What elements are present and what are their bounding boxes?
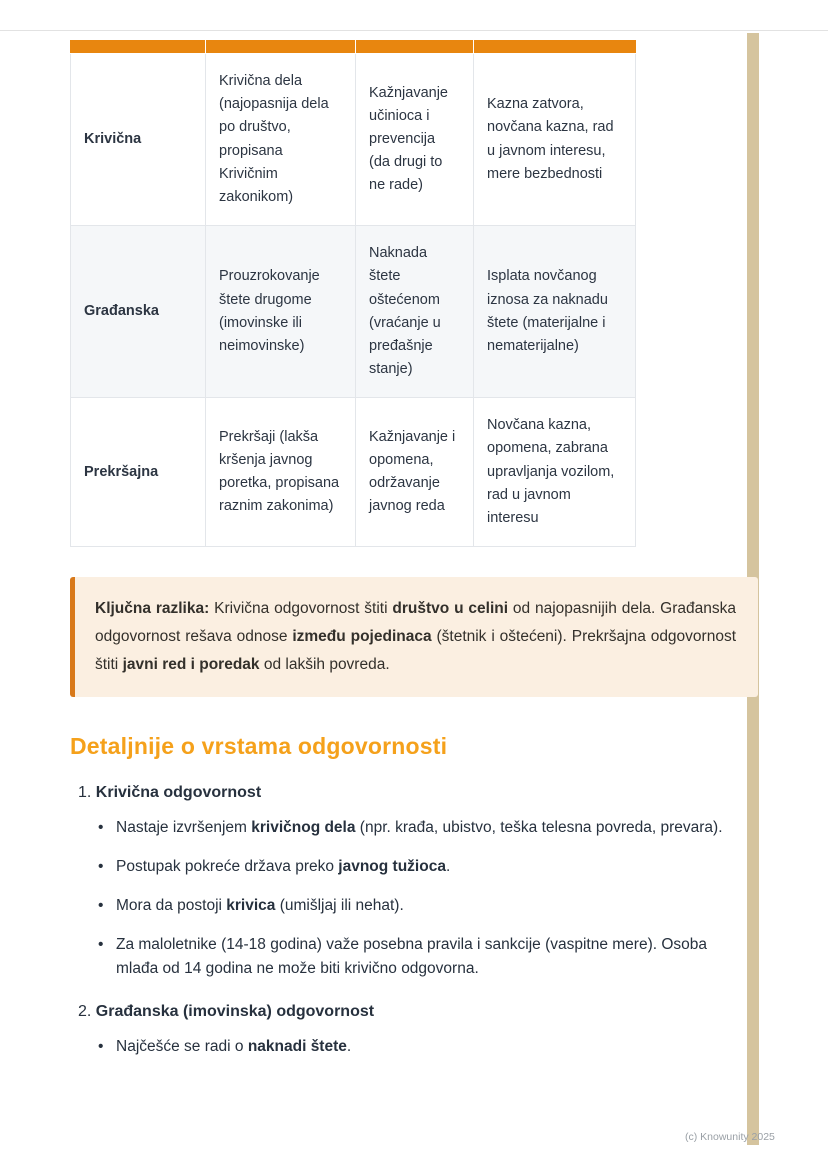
table-cell: Krivična dela (najopasnija dela po društvo, propisana Krivičnim zakonikom) [206, 54, 356, 226]
table-header-bar [71, 40, 636, 54]
row-label: Krivična [71, 54, 206, 226]
bullet-item [98, 894, 758, 918]
list-item-heading [78, 1003, 758, 1021]
bullet-icon: • [98, 857, 104, 875]
bullet-list [98, 1035, 758, 1059]
table-header-cell [356, 40, 474, 54]
table-cell: Isplata novčanog iznosa za naknadu štete (materijalne i nematerijalne) [474, 226, 636, 398]
table-cell: Prouzrokovanje štete drugome (imovinske ili neimovinske) [206, 226, 356, 398]
table-cell: Kažnjavanje i opomena, održavanje javnog reda [356, 398, 474, 547]
table-row [71, 398, 636, 547]
table-cell: Novčana kazna, opomena, zabrana upravljanja vozilom, rad u javnom interesu [474, 398, 636, 547]
bullet-text: Nastaje izvršenjem krivičnog dela (npr. krađa, ubistvo, teška telesna povreda, prevara). [116, 818, 723, 836]
bullet-item [98, 1035, 758, 1059]
list-item-number: 2. [78, 1002, 92, 1020]
numbered-list [70, 784, 758, 1059]
table-header-cell [474, 40, 636, 54]
bullet-item [98, 933, 758, 981]
document-content [70, 40, 758, 1074]
section-heading: Detaljnije o vrstama odgovornosti [70, 732, 448, 759]
list-item-heading [78, 784, 758, 802]
list-item-number: 1. [78, 783, 92, 801]
bullet-list [98, 816, 758, 981]
bullet-text: Za maloletnike (14-18 godina) važe posebna pravila i sankcije (vaspitne mere). Osoba mlađa od 14 godina ne može biti krivično odgovorna. [116, 935, 708, 977]
bullet-item [98, 816, 758, 840]
table-header-cell [71, 40, 206, 54]
table-row [71, 226, 636, 398]
bullet-icon: • [98, 896, 104, 914]
bullet-text: Najčešće se radi o naknadi štete. [116, 1037, 352, 1055]
callout-text: Ključna razlika: Krivična odgovornost štiti društvo u celini od najopasnijih dela. Građanska odgovornost rešava odnose između pojedinaca (štetnik i oštećeni). Prekršajna odgovornost štiti javni red i poredak od lakših povreda. [95, 600, 737, 673]
table-row [71, 54, 636, 226]
copyright-watermark: (c) Knowunity 2025 [685, 1131, 775, 1143]
responsibility-comparison-table [70, 40, 636, 547]
list-item [70, 1003, 758, 1059]
bullet-icon: • [98, 1037, 104, 1055]
row-label: Građanska [71, 226, 206, 398]
bullet-text: Postupak pokreće država preko javnog tužioca. [116, 857, 451, 875]
table-cell: Prekršaji (lakša kršenja javnog poretka, propisana raznim zakonima) [206, 398, 356, 547]
bullet-item [98, 855, 758, 879]
page-top-divider [0, 30, 828, 31]
table-cell: Kazna zatvora, novčana kazna, rad u javnom interesu, mere bezbednosti [474, 54, 636, 226]
bullet-text: Mora da postoji krivica (umišljaj ili nehat). [116, 896, 404, 914]
list-item [70, 784, 758, 981]
row-label: Prekršajna [71, 398, 206, 547]
bullet-icon: • [98, 818, 104, 836]
table-header-cell [206, 40, 356, 54]
list-item-title: Krivična odgovornost [95, 783, 262, 801]
table-cell: Kažnjavanje učinioca i prevencija (da drugi to ne rade) [356, 54, 474, 226]
table-cell: Naknada štete oštećenom (vraćanje u pređašnje stanje) [356, 226, 474, 398]
key-difference-callout [70, 577, 758, 697]
list-item-title: Građanska (imovinska) odgovornost [95, 1002, 375, 1020]
bullet-icon: • [98, 935, 104, 953]
